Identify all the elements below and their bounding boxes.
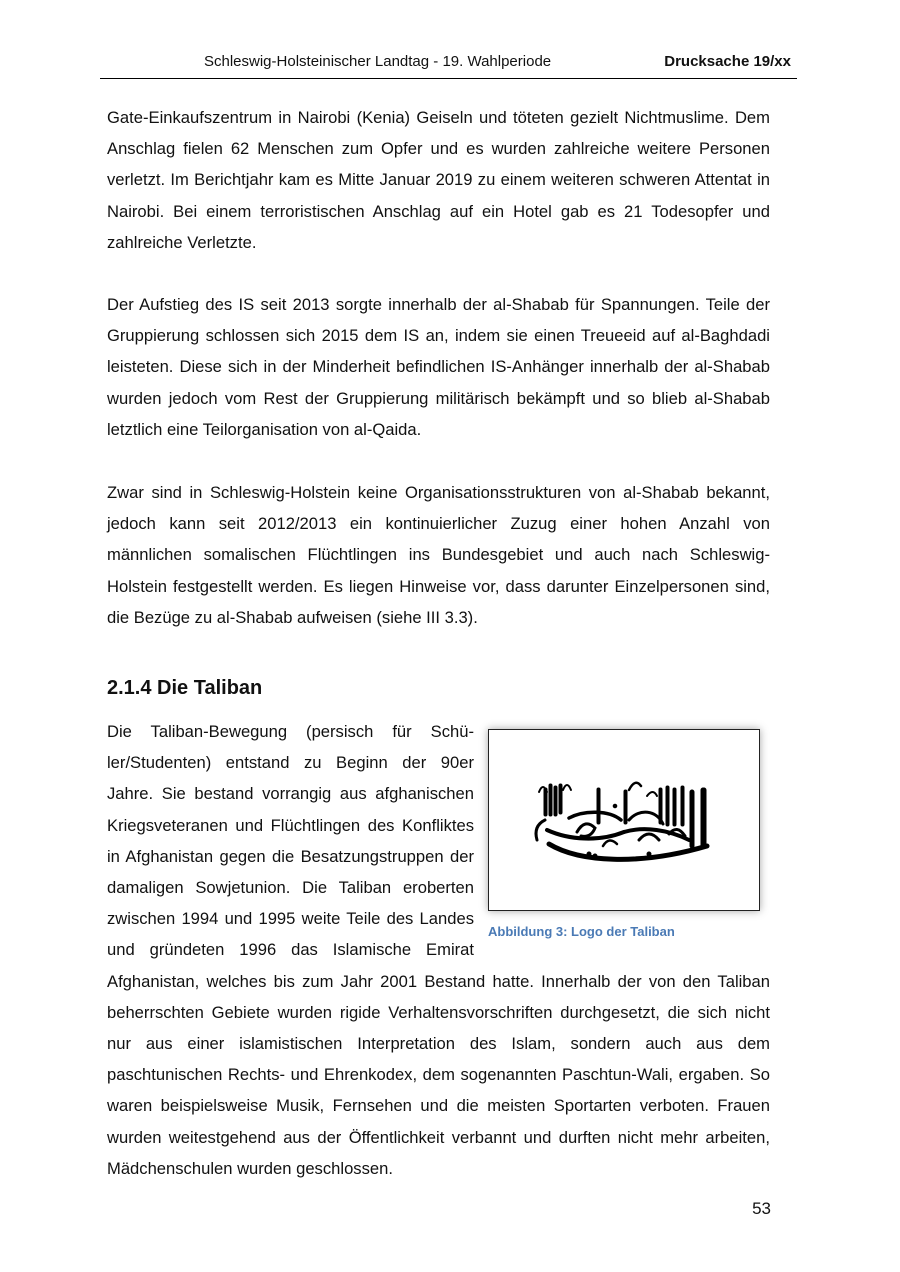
paragraph-nairobi: Gate-Einkaufszentrum in Nairobi (Kenia) Geiseln und töteten gezielt Nichtmuslime. Dem Anschlag fielen 62 Menschen zum Opfer und es wurden zahlreiche weitere Personen verletzt. Im Berichtjahr kam es Mitte Januar 2019 zu einem weiteren schweren Attentat in Nairobi. Bei einem terroristischen Anschlag auf ein Hotel gab es 21 Todesopfer und zahlreiche Verletzte.: [107, 108, 770, 252]
header-title: Schleswig-Holsteinischer Landtag - 19. Wahlperiode: [204, 53, 552, 70]
header-doc-ref: Drucksache 19/xx: [664, 53, 791, 70]
paragraph-schleswig-holstein: Zwar sind in Schleswig-Holstein keine Organisationsstrukturen von al-Shabab bekannt, jedoch kann seit 2012/2013 ein kontinuierlicher Zuzug einer hohen Anzahl von männlichen somalischen Flüchtlingen ins Bundesgebiet und auch nach Schleswig-Holstein festgestellt werden. Es liegen Hinweise vor, dass darunter Einzelpersonen sind, die Bezüge zu al-Shabab aufweisen (siehe III 3.3).: [107, 483, 770, 627]
taliban-logo-frame: [488, 729, 760, 911]
section-heading: 2.1.4 Die Taliban: [107, 677, 263, 699]
figure: [488, 716, 770, 962]
figure-caption: Abbildung 3: Logo der Taliban: [488, 924, 675, 939]
taliban-paragraph: Die Taliban-Bewegung (persisch für Schüler/Studenten) entstand zu Beginn der 90er Jahre. Sie bestand vorrangig aus afghanischen Kriegsveteranen und Flüchtlingen des Konfliktes in Afghanistan gegen die Besatzungstruppen der damaligen Sowjetunion. Die Taliban eroberten zwischen 1994 und 1995 weite Teile des Landes und gründeten 1996 das Islamische Emirat Afghanistan, welches bis zum Jahr 2001 Bestand hatte. Innerhalb der von den Taliban beherrschten Gebiete wurden rigide Verhaltensvorschriften durchgesetzt, die sich nicht nur aus einer islamistischen Interpretation des Islam, sondern auch aus dem paschtunischen Rechts- und Ehrenkodex, dem sogenannten Paschtun-Wali, ergaben. So waren beispielsweise Musik, Fernsehen und die meisten Sportarten verboten. Frauen wurden weitestgehend aus der Öffentlichkeit verbannt und durften nicht mehr arbeiten, Mädchenschulen wurden geschlossen.: [107, 722, 770, 1178]
shahada-calligraphy-icon: [529, 770, 719, 870]
page-header: [100, 52, 797, 79]
page-number: 53: [752, 1199, 771, 1218]
paragraph-is-rise: Der Aufstieg des IS seit 2013 sorgte innerhalb der al-Shabab für Spannungen. Teile der Gruppierung schlossen sich 2015 dem IS an, indem sie einen Treueeid auf al-Baghdadi leisteten. Diese sich in der Minderheit befindlichen IS-Anhänger innerhalb der al-Shabab wurden jedoch vom Rest der Gruppierung militärisch bekämpft und so blieb al-Shabab letztlich eine Teilorganisation von al-Qaida.: [107, 295, 770, 439]
taliban-section: [107, 716, 770, 1184]
